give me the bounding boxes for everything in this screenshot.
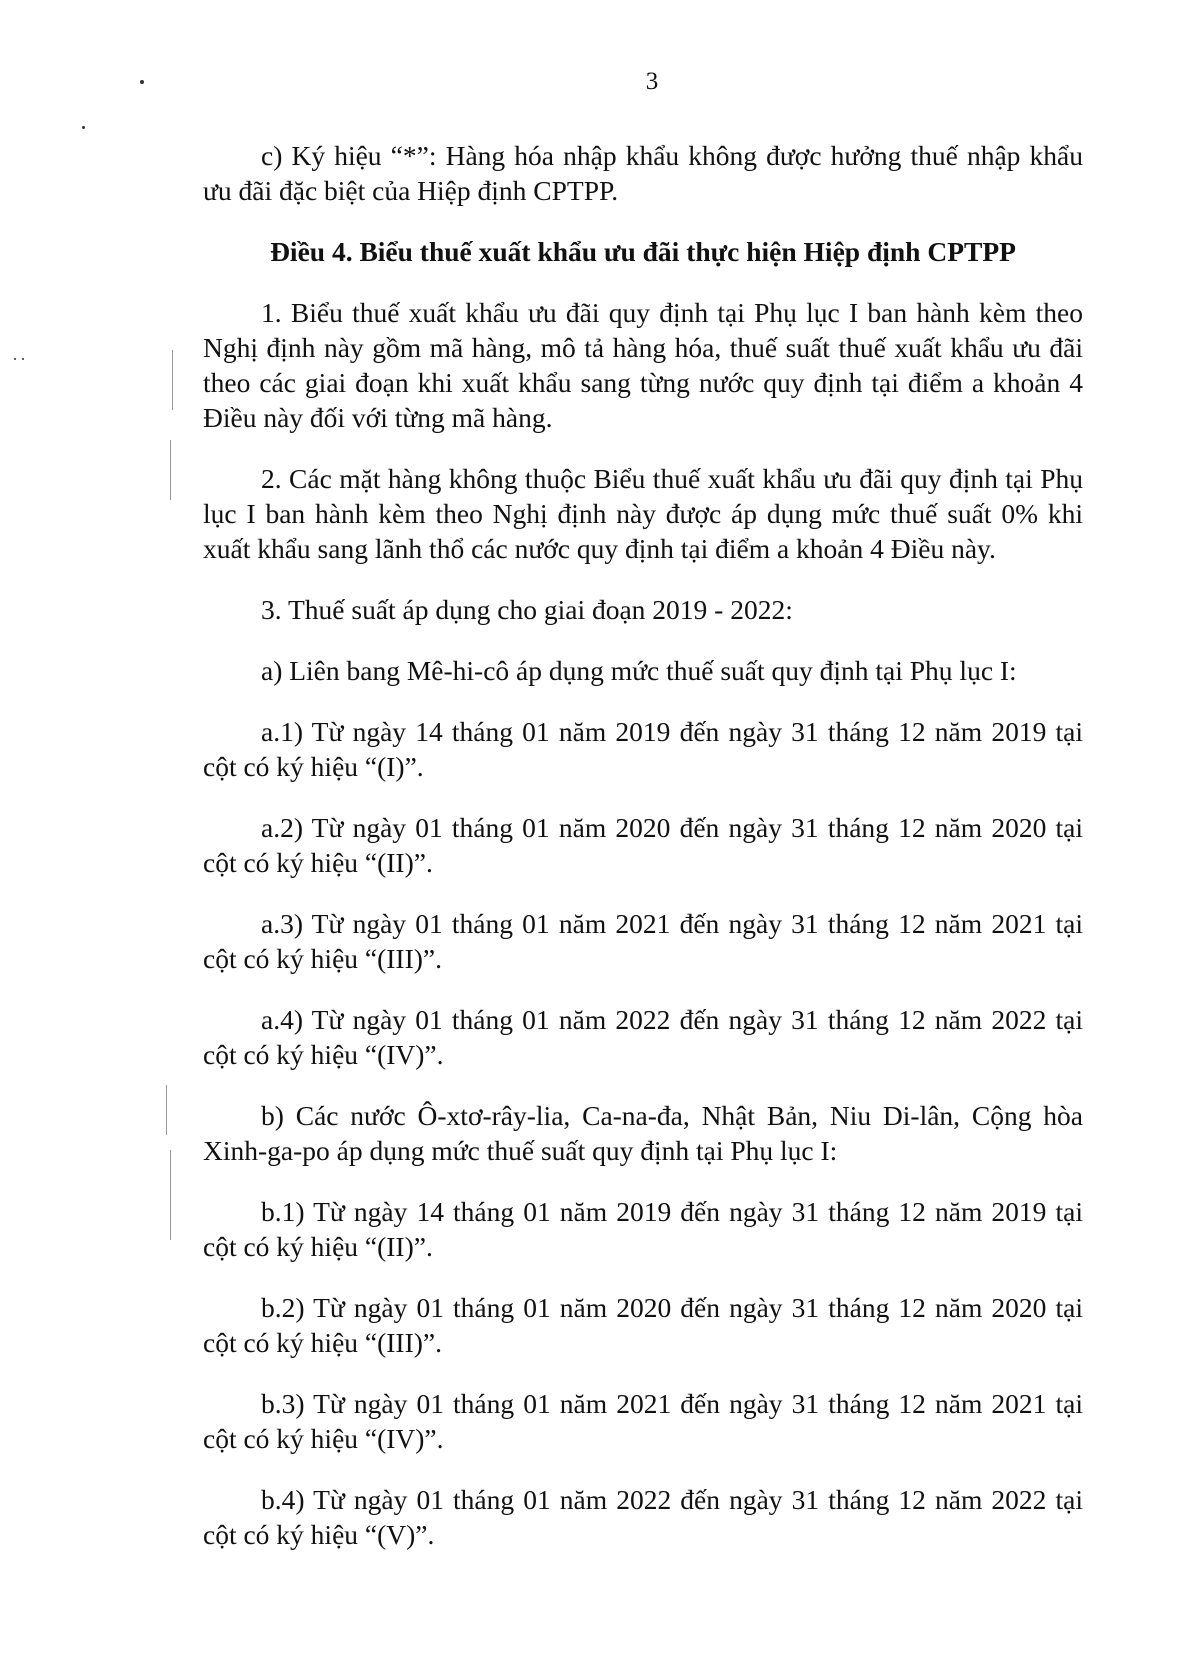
margin-mark xyxy=(170,440,171,500)
margin-mark xyxy=(172,350,173,410)
article-4-heading: Điều 4. Biểu thuế xuất khẩu ưu đãi thực hiện Hiệp định CPTPP xyxy=(270,236,1016,267)
paragraph-1: 1. Biểu thuế xuất khẩu ưu đãi quy định tại Phụ lục I ban hành kèm theo Nghị định này gồm mã hàng, mô tả hàng hóa, thuế suất thuế xuất khẩu ưu đãi theo các giai đoạn khi xuất khẩu sang từng nước quy định tại điểm a khoản 4 Điều này đối với từng mã hàng. xyxy=(203,297,1083,433)
paragraph-b3: b.3) Từ ngày 01 tháng 01 năm 2021 đến ngày 31 tháng 12 năm 2021 tại cột có ký hiệu “(IV)”. xyxy=(203,1388,1083,1454)
paragraph-a1: a.1) Từ ngày 14 tháng 01 năm 2019 đến ngày 31 tháng 12 năm 2019 tại cột có ký hiệu “(I)”. xyxy=(203,716,1083,782)
paragraph-a3: a.3) Từ ngày 01 tháng 01 năm 2021 đến ngày 31 tháng 12 năm 2021 tại cột có ký hiệu “(III)”. xyxy=(203,908,1083,974)
paragraph-b4: b.4) Từ ngày 01 tháng 01 năm 2022 đến ngày 31 tháng 12 năm 2022 tại cột có ký hiệu “(V)”. xyxy=(203,1484,1083,1550)
paragraph-b2: b.2) Từ ngày 01 tháng 01 năm 2020 đến ngày 31 tháng 12 năm 2020 tại cột có ký hiệu “(III)”. xyxy=(203,1292,1083,1358)
margin-mark xyxy=(166,1085,167,1135)
scan-speck xyxy=(82,126,85,129)
paragraph-a2: a.2) Từ ngày 01 tháng 01 năm 2020 đến ngày 31 tháng 12 năm 2020 tại cột có ký hiệu “(II)”. xyxy=(203,812,1083,878)
scan-speck xyxy=(14,358,16,360)
paragraph-3: 3. Thuế suất áp dụng cho giai đoạn 2019 - 2022: xyxy=(261,594,793,625)
paragraph-3a: a) Liên bang Mê-hi-cô áp dụng mức thuế suất quy định tại Phụ lục I: xyxy=(261,655,1017,686)
page-number: 3 xyxy=(645,68,659,95)
paragraph-a4: a.4) Từ ngày 01 tháng 01 năm 2022 đến ngày 31 tháng 12 năm 2022 tại cột có ký hiệu “(IV)”. xyxy=(203,1004,1083,1070)
scan-speck xyxy=(22,358,24,360)
paragraph-c-note: c) Ký hiệu “*”: Hàng hóa nhập khẩu không được hưởng thuế nhập khẩu ưu đãi đặc biệt của Hiệp định CPTPP. xyxy=(203,140,1083,206)
paragraph-b1: b.1) Từ ngày 14 tháng 01 năm 2019 đến ngày 31 tháng 12 năm 2019 tại cột có ký hiệu “(II)”. xyxy=(203,1196,1083,1262)
margin-mark xyxy=(170,1150,171,1240)
paragraph-2: 2. Các mặt hàng không thuộc Biểu thuế xuất khẩu ưu đãi quy định tại Phụ lục I ban hành kèm theo Nghị định này được áp dụng mức thuế suất 0% khi xuất khẩu sang lãnh thổ các nước quy định tại điểm a khoản 4 Điều này. xyxy=(203,463,1083,564)
paragraph-3b: b) Các nước Ô-xtơ-rây-lia, Ca-na-đa, Nhật Bản, Niu Di-lân, Cộng hòa Xinh-ga-po áp dụng mức thuế suất quy định tại Phụ lục I: xyxy=(203,1100,1083,1166)
document-body xyxy=(203,138,1083,1578)
